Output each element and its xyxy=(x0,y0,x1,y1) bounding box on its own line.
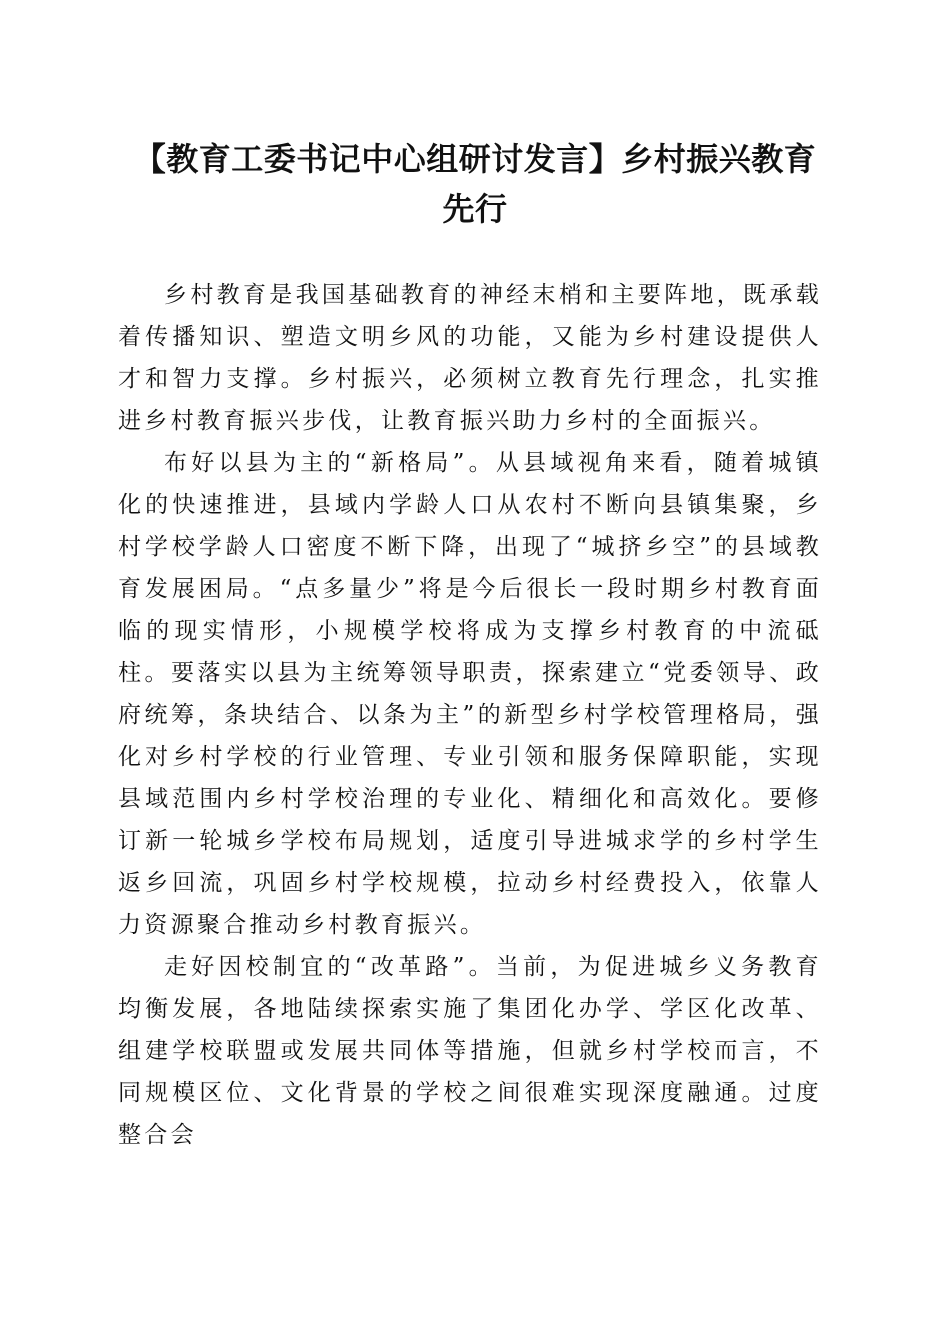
paragraph-reform-path: 走好因校制宜的“改革路”。当前，为促进城乡义务教育均衡发展，各地陆续探索实施了集团化办学、学区化改革、组建学校联盟或发展共同体等措施，但就乡村学校而言，不同规模区位、文化背景的学校之间很难实现深度融通。过度整合会 xyxy=(118,954,822,1148)
paragraph-county-pattern: 布好以县为主的“新格局”。从县域视角来看，随着城镇化的快速推进，县域内学龄人口从农村不断向县镇集聚，乡村学校学龄人口密度不断下降，出现了“城挤乡空”的县域教育发展困局。“点多量少”将是今后很长一段时期乡村教育面临的现实情形，小规模学校将成为支撑乡村教育的中流砥柱。要落实以县为主统筹领导职责，探索建立“党委领导、政府统筹，条块结合、以条为主”的新型乡村学校管理格局，强化对乡村学校的行业管理、专业引领和服务保障职能，实现县域范围内乡村学校治理的专业化、精细化和高效化。要修订新一轮城乡学校布局规划，适度引导进城求学的乡村学生返乡回流，巩固乡村学校规模，拉动乡村经费投入，依靠人力资源聚合推动乡村教育振兴。 xyxy=(118,450,822,938)
document-body xyxy=(118,274,822,1156)
paragraph-intro: 乡村教育是我国基础教育的神经末梢和主要阵地，既承载着传播知识、塑造文明乡风的功能，又能为乡村建设提供人才和智力支撑。乡村振兴，必须树立教育先行理念，扎实推进乡村教育振兴步伐，让教育振兴助力乡村的全面振兴。 xyxy=(118,282,822,434)
document-title: 【教育工委书记中心组研讨发言】乡村振兴教育先行 xyxy=(133,140,817,228)
